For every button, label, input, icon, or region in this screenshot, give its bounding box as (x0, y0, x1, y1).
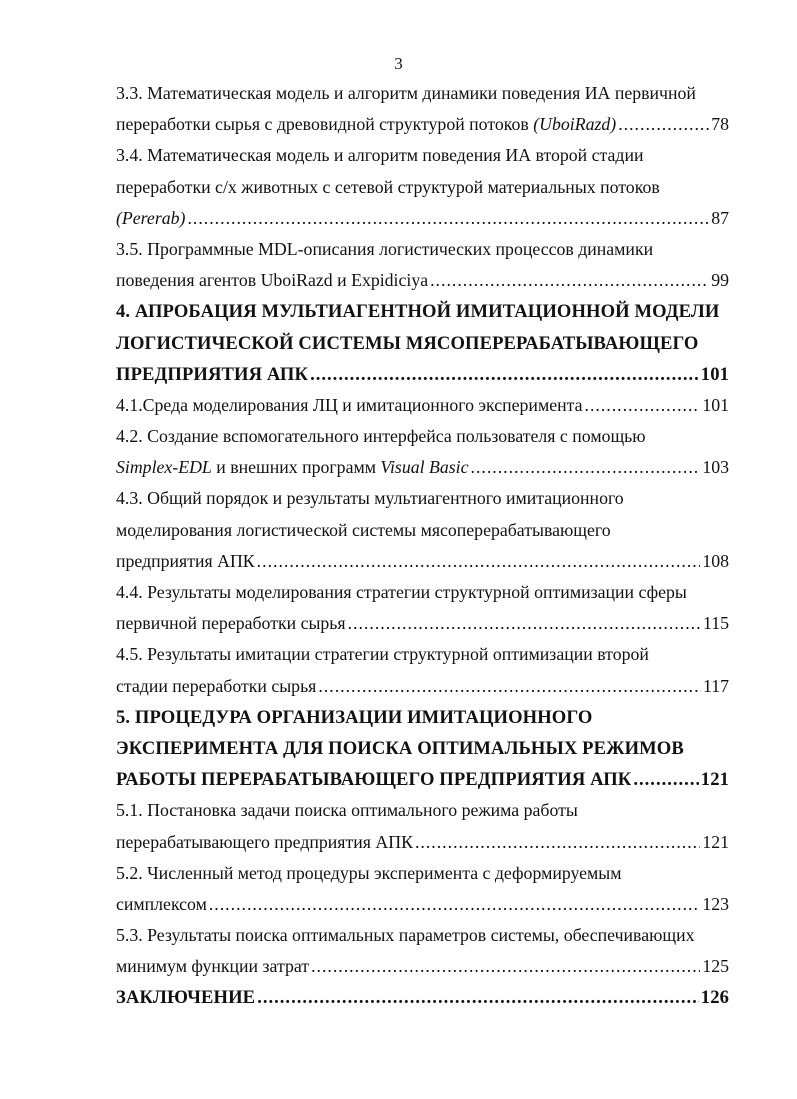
toc-entry-text: моделирования логистической системы мясоперерабатывающего (116, 519, 611, 540)
toc-entry-italic: (Pererab) (116, 207, 186, 228)
toc-page-number: 78 (711, 114, 729, 135)
toc-entry-text: 4.4. Результаты моделирования стратегии структурной оптимизации сферы (116, 582, 687, 602)
toc-entry-4-3[interactable] (116, 483, 729, 577)
dot-leader (585, 390, 701, 421)
toc-entry-text: 5.1. Постановка задачи поиска оптимального режима работы (116, 800, 578, 821)
toc-entry-text: и внешних программ (216, 457, 376, 478)
toc-entry-4-5[interactable] (116, 639, 729, 701)
toc-chapter-5[interactable] (116, 702, 729, 796)
toc-page-number: 117 (702, 675, 729, 696)
toc-chapter-title: ЛОГИСТИЧЕСКОЙ СИСТЕМЫ МЯСОПЕРЕРАБАТЫВАЮЩЕГО (116, 332, 699, 354)
toc-page-number: 121 (702, 831, 729, 852)
toc-entry-3-5[interactable] (116, 234, 729, 296)
toc-page-number: 101 (700, 363, 729, 385)
toc-chapter-title: ЭКСПЕРИМЕНТА ДЛЯ ПОИСКА ОПТИМАЛЬНЫХ РЕЖИМОВ (116, 737, 684, 759)
dot-leader (430, 265, 709, 296)
toc-chapter-title: ПРЕДПРИЯТИЯ АПК (116, 363, 309, 385)
toc-entry-text: минимум функции затрат (116, 956, 310, 977)
dot-leader (415, 827, 700, 858)
toc-entry-italic: Simplex-EDL (116, 457, 212, 478)
toc-entry-text: 5.2. Численный метод процедуры эксперимента с деформируемым (116, 862, 622, 883)
toc-entry-text: 3.3. Математическая модель и алгоритм динамики поведения ИА первичной (116, 83, 696, 103)
toc-page-number: 99 (711, 270, 729, 291)
toc-entry-text: 4.3. Общий порядок и результаты мультиагентного имитационного (116, 488, 624, 509)
toc-entry-text: 4.1.Среда моделирования ЛЦ и имитационного эксперимента (116, 394, 583, 415)
dot-leader (209, 889, 700, 920)
dot-leader (257, 546, 701, 577)
toc-entry-5-1[interactable] (116, 795, 729, 857)
toc-entry-italic: Visual Basic (380, 457, 469, 478)
dot-leader (310, 359, 699, 390)
toc-chapter-title: 5. ПРОЦЕДУРА ОРГАНИЗАЦИИ ИМИТАЦИОННОГО (116, 706, 593, 728)
toc-entry-text: перерабатывающего предприятия АПК (116, 831, 413, 852)
toc-chapter-title: РАБОТЫ ПЕРЕРАБАТЫВАЮЩЕГО ПРЕДПРИЯТИЯ АПК (116, 769, 632, 791)
toc-entry-4-2[interactable] (116, 421, 729, 483)
toc-page-number: 121 (700, 769, 729, 791)
toc-entry-3-3[interactable] (116, 78, 729, 140)
table-of-contents (116, 78, 729, 1014)
dot-leader (471, 452, 701, 483)
toc-entry-3-4[interactable] (116, 140, 729, 234)
toc-chapter-title: 4. АПРОБАЦИЯ МУЛЬТИАГЕНТНОЙ ИМИТАЦИОННОЙ МОДЕЛИ (116, 301, 720, 323)
dot-leader (318, 671, 701, 702)
page-number: 3 (394, 54, 403, 73)
dot-leader (187, 203, 709, 234)
dot-leader (633, 764, 698, 795)
toc-page-number: 87 (711, 207, 729, 228)
dot-leader (348, 608, 701, 639)
toc-page-number: 123 (702, 893, 729, 914)
toc-page-number: 103 (702, 457, 729, 478)
toc-chapter-title: ЗАКЛЮЧЕНИЕ (116, 987, 256, 1009)
toc-page-number: 101 (702, 394, 729, 415)
toc-entry-text: 3.4. Математическая модель и алгоритм поведения ИА второй стадии (116, 145, 644, 166)
toc-entry-text: стадии переработки сырья (116, 675, 317, 696)
toc-entry-text: симплексом (116, 893, 207, 914)
toc-entry-italic: (UboiRazd) (533, 114, 617, 135)
toc-page-number: 108 (702, 550, 729, 571)
toc-entry-text: предприятия АПК (116, 550, 255, 571)
toc-entry-4-1[interactable] (116, 390, 729, 421)
toc-entry-text: 4.5. Результаты имитации стратегии структурной оптимизации второй (116, 644, 649, 665)
toc-entry-text: 5.3. Результаты поиска оптимальных параметров системы, обеспечивающих (116, 925, 695, 946)
toc-entry-text: переработки сырья с древовидной структурой потоков (116, 114, 529, 135)
toc-entry-5-2[interactable] (116, 858, 729, 920)
toc-entry-text: поведения агентов UboiRazd и Expidiciya (116, 270, 429, 291)
toc-conclusion[interactable] (116, 982, 729, 1013)
toc-entry-5-3[interactable] (116, 920, 729, 982)
toc-entry-4-4[interactable] (116, 577, 729, 639)
toc-entry-text: 3.5. Программные MDL-описания логистических процессов динамики (116, 238, 654, 259)
dot-leader (311, 951, 700, 982)
toc-entry-text: 4.2. Создание вспомогательного интерфейса пользователя с помощью (116, 426, 646, 447)
toc-page-number: 126 (700, 987, 729, 1009)
toc-entry-text: переработки с/х животных с сетевой структурой материальных потоков (116, 176, 660, 197)
toc-page-number: 125 (702, 956, 729, 977)
toc-chapter-4[interactable] (116, 296, 729, 390)
dot-leader (257, 982, 699, 1013)
toc-page-number: 115 (702, 613, 729, 634)
toc-entry-text: первичной переработки сырья (116, 613, 346, 634)
dot-leader (618, 109, 709, 140)
